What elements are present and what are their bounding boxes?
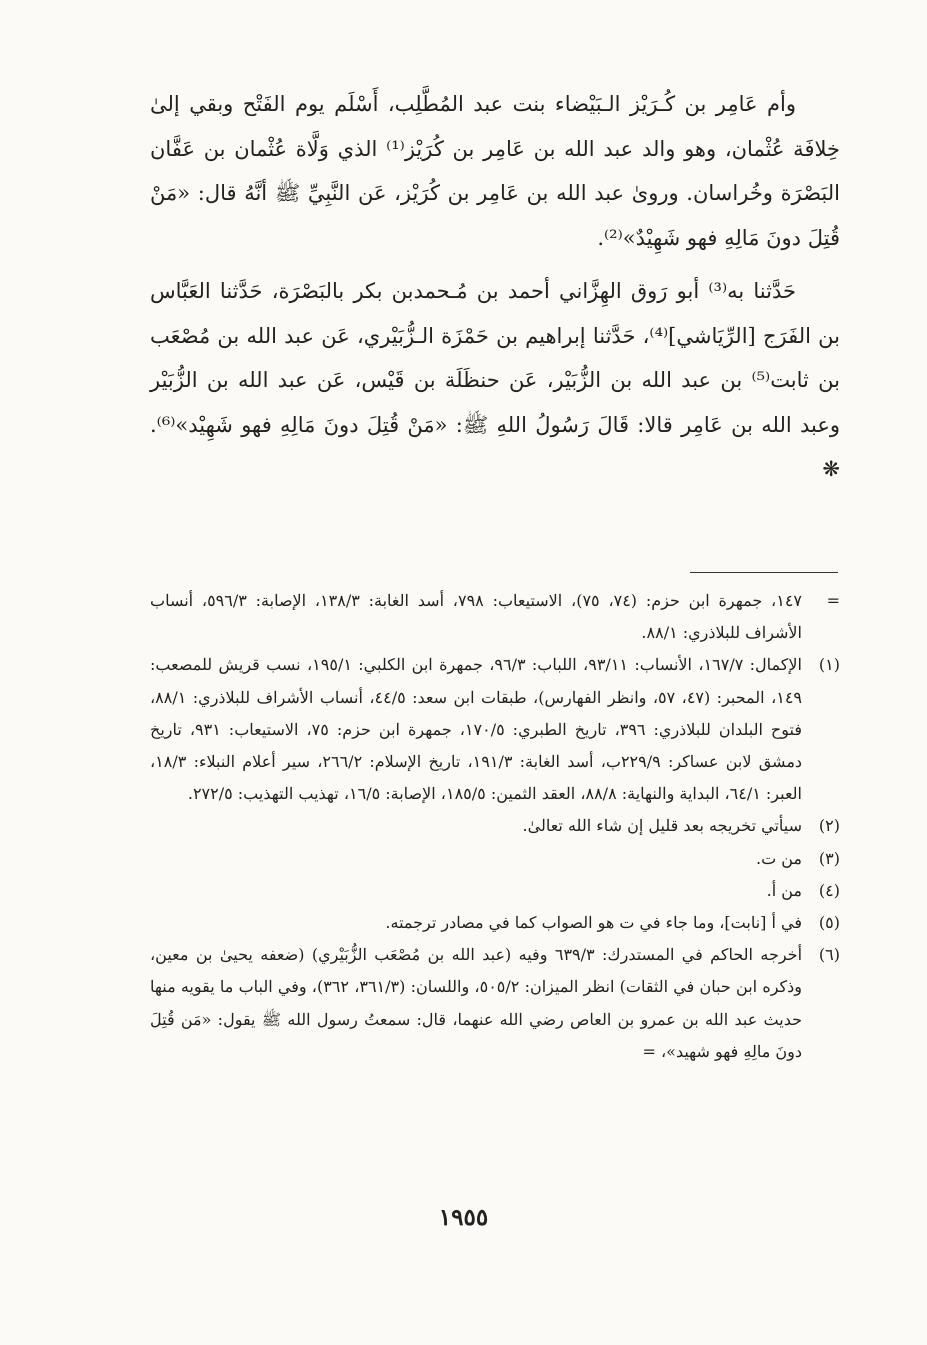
footnote-number: (٤): [818, 880, 840, 900]
footnote-text: ١٤٧، جمهرة ابن حزم: (٧٤، ٧٥)، الاستيعاب: ٧٩٨، أسد الغابة: ١٣٨/٣، الإصابة: ٥٩٦/٣، أنساب الأشراف للبلاذري: ٨٨/١.: [150, 591, 802, 643]
footnote-text: الإكمال: ١٦٧/٧، الأنساب: ٩٣/١١، اللباب: ٩٦/٣، جمهرة ابن الكلبي: ١٩٥/١، نسب قريش للمصعب: ١٤٩، المحبر: (٤٧، ٥٧، وانظر الفهارس)، طبقات ابن سعد: ٤٤/٥، أنساب الأشراف للبلاذري: ٨٨/١، فتوح البلدان للبلاذري: ٣٩٦، تاريخ الطبري: ١٧٠/٥، جمهرة ابن حزم: ٧٥، الاستيعاب: ٩٣١، تاريخ دمشق لابن عساكر: ٢٢٩/٩ب، أسد الغابة: ١٩١/٣، تاريخ الإسلام: ٢٦٦/٢، سير أعلام النبلاء: ١٨/٣، العبر: ٦٤/١، البداية والنهاية: ٨٨/٨، العقد الثمين: ١٨٥/٥، الإصابة: ١٦/٥، تهذيب التهذيب: ٢٧٢/٥.: [150, 655, 803, 804]
footnote-3: [150, 843, 840, 875]
footnote-2: [150, 810, 840, 842]
paragraph-1: وأم عَامِر بن كُـرَيْز الـبَيْضاء بنت عبد المُطَّلِب، أَسْلَم يوم الفَتْح وبقي إلىٰ خِلافَة عُثْمان، وهو والد عبد الله بن عَامِر بن كُرَيْز⁽¹⁾ الذي وَلَّاة عُثْمان بن عَفَّان البَصْرَة وخُراسان. وروىٰ عبد الله بن عَامِر بن كُرَيْز، عَن النَّبِيِّ ﷺ أنَّهُ قال: «مَنْ قُتِلَ دونَ مَالِهِ فهو شَهِيْدٌ»⁽²⁾.: [150, 92, 840, 250]
footnote-separator: [690, 572, 838, 573]
footnote-text: في أ [نابت]، وما جاء في ت هو الصواب كما في مصادر ترجمته.: [385, 913, 802, 933]
footnote-number: (٦): [818, 945, 840, 965]
footnote-5: [150, 907, 840, 939]
footnote-text: من ت.: [756, 848, 802, 868]
footnote-continuation: [150, 585, 840, 649]
footnote-number: (٢): [818, 816, 840, 836]
footnote-number: =: [826, 591, 840, 610]
paragraph-2: حَدَّثنا به⁽³⁾ أبو رَوق الهِزَّاني أحمد بن مُـحمدبن بكر بالبَصْرَة، حَدَّثنا العَبَّاس بن الفَرَج [الرِّيَاشي]⁽⁴⁾، حَدَّثنا إبراهيم بن حَمْزَة الـزُّبَيْري، عَن عبد الله بن مُصْعَب بن ثابت⁽⁵⁾ بن عبد الله بن الزُّبَيْر، عَن حنظَلَة بن قَيْس، عَن عبد الله بن الزُّبَيْر وعبد الله بن عَامِر قالا: قَالَ رَسُولُ اللهِ ﷺ: «مَنْ قُتِلَ دونَ مَالِهِ فهو شَهِيْد»⁽⁶⁾. ❋: [150, 279, 840, 481]
main-text: [150, 82, 840, 492]
footnote-4: [150, 875, 840, 907]
footnotes: [150, 585, 840, 1068]
footnote-number: (٥): [818, 913, 840, 933]
footnote-text: سيأتي تخريجه بعد قليل إن شاء الله تعالىٰ.: [522, 816, 802, 836]
footnote-1: [150, 649, 840, 810]
footnote-text: أخرجه الحاكم في المستدرك: ٦٣٩/٣ وفيه (عبد الله بن مُصْعَب الزُّبَيْري) (ضعفه يحيىٰ بن معين، وذكره ابن حبان في الثقات) انظر الميزان: ٥٠٥/٢، واللسان: (٣٦١/٣، ٣٦٢)، وفي الباب ما يقويه منها حديث عبد الله بن عمرو بن العاص رضي الله عنهما، قال: سمعتُ رسول الله ﷺ يقول: «مَن قُتِلَ دونَ مالِهِ فهو شهيد»، =: [150, 945, 803, 1061]
footnote-number: (١): [818, 655, 840, 675]
footnote-text: من أ.: [766, 880, 802, 900]
page-number: ١٩٥٥: [438, 1204, 489, 1231]
footnote-number: (٣): [818, 848, 840, 868]
footnote-6: [150, 939, 840, 1068]
